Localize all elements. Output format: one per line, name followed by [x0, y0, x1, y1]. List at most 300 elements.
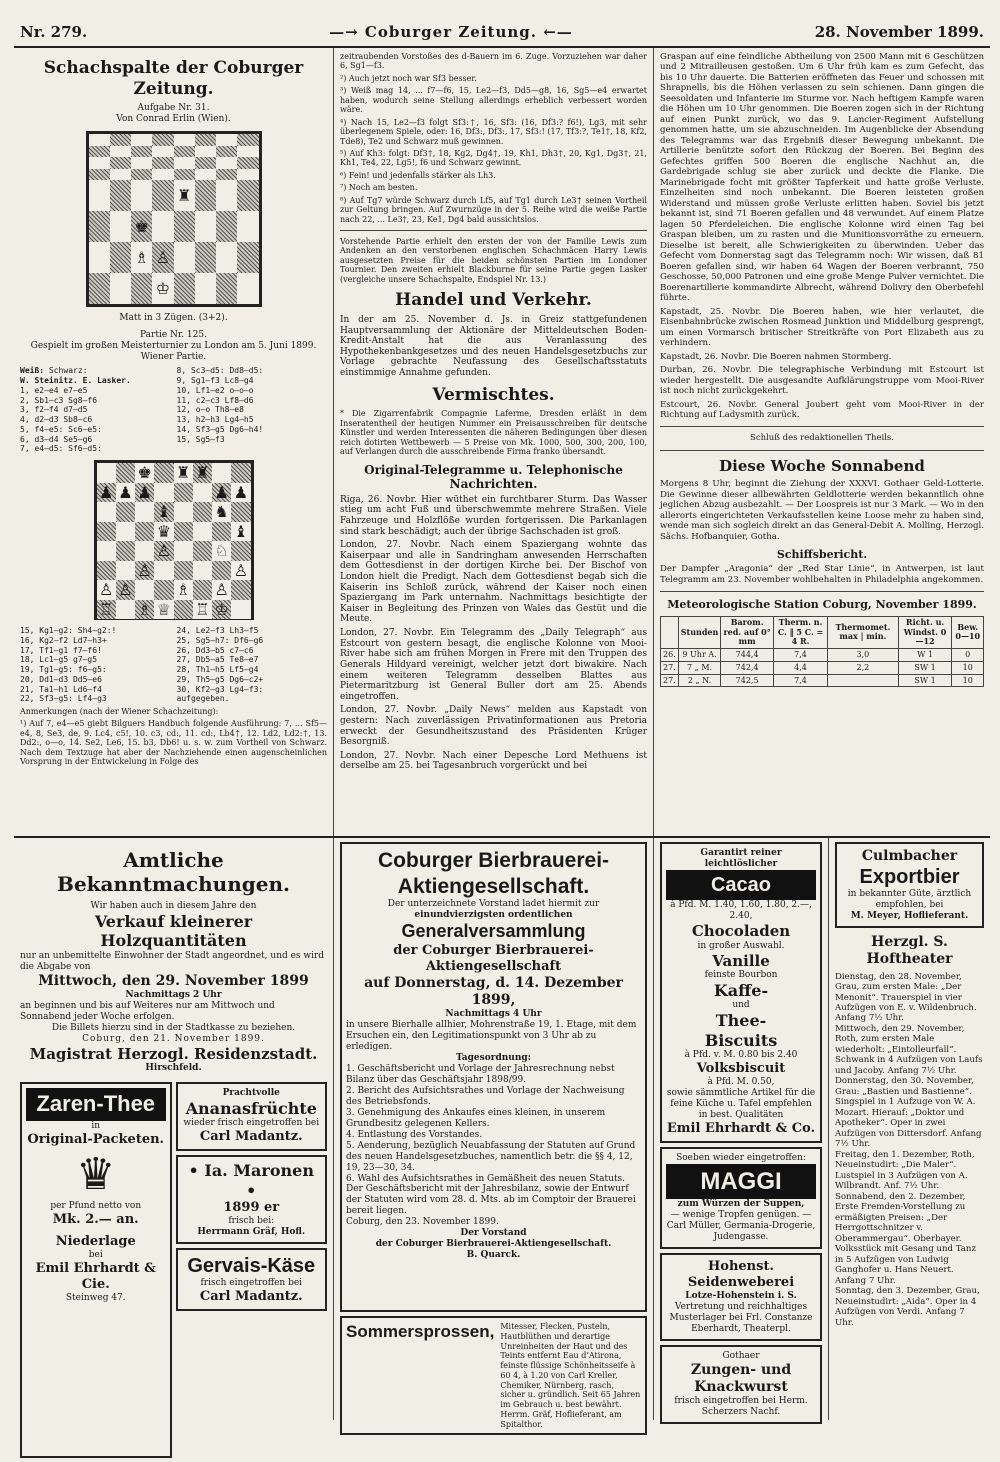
issue-date: 28. November 1899.	[814, 22, 984, 41]
crown-icon: ♛	[76, 1148, 116, 1200]
move-row: 3, f2—f4 d7—d5	[20, 405, 88, 415]
telegram-london-2: London, 27. Novbr. Ein Telegramm des „Daily Telegraph“ aus Estcourt von gestern besagt, die englische Kolonne von Mooi-River habe sich am frühen Morgen in Frere mit den Truppen des Generals Hildyard vereinigt, welcher jetzt dort biwakire. Nach einem weiteren Telegramm desselben Blattes aus Pietermaritzburg ist General Buller dort am 25. Abends eingetroffen.	[340, 628, 647, 702]
pawn-icon: ♙	[137, 560, 152, 580]
cacao-price: à Pfd. M. 1.40, 1.60, 1.80, 2.—, 2.40,	[670, 900, 812, 922]
ad-sommersprossen	[340, 1316, 647, 1435]
chess-square	[116, 502, 135, 522]
chess-square	[174, 561, 193, 581]
ananas-merchant: Carl Madantz.	[199, 1129, 303, 1145]
chess-square	[97, 600, 116, 620]
chess-square	[193, 522, 212, 542]
chess-square	[110, 211, 131, 242]
chess-square	[237, 211, 258, 242]
meteo-title: Meteorologische Station Coburg, November 1899.	[667, 598, 977, 612]
editorial-end: Schluß des redaktionellen Theils.	[750, 433, 894, 444]
theater-3: Donnerstag, den 30. November, Grau: „Bastien und Bastienne“. Singspiel in 1 Aufzuge von W. A. Mozart. Hierauf: „Doktor und Apotheker“. Oper in zwei Aufzügen von Dittersdorf. Anfang 7½ Uhr.	[835, 1076, 982, 1150]
agenda-item: 4. Entlastung des Vorstandes.	[346, 1129, 483, 1140]
ad-zaren-thee	[20, 1082, 172, 1458]
biscuits-price: à Pfd. v. M. 0.80 bis 2.40	[684, 1050, 798, 1061]
chess-square	[89, 146, 110, 157]
chess-title: Schachspalte der Coburger Zeitung.	[43, 58, 304, 99]
amtlich-line-5: Nachmittags 2 Uhr	[125, 989, 222, 1000]
chess-note-1: ¹) Auf 7, e4—e5 giebt Bilguers Handbuch folgende Ausführung: 7, ... Sf5—e4, 8, Se3, de, 9. Lc4, c5!, 10. c3, cd:, 11. cd:, Lb4†, 12. Ld2, Ld2:†, 13. Dd2:, o—o, 14. Se2, Le6, 15. b3, Db6! u. s. w. zum Vortheil von Schwarz. Nach dem Textzuge hat aber der Nachziehende einen augenscheinlichen Vorsprung in der Entwickelung in Folge des	[20, 719, 327, 767]
move-row: 22, Sf3—g5: Lf4—g3	[20, 694, 107, 704]
bishop-icon: ♗	[175, 580, 191, 600]
meteo-cell: W 1	[898, 649, 952, 662]
chess-square	[154, 541, 173, 561]
queen-icon: ♛	[156, 521, 172, 541]
chess-square	[237, 242, 258, 273]
moves-white-black-d	[177, 626, 328, 704]
maggi-merchant: Carl Müller, Germania-Drogerie, Judengasse.	[666, 1221, 816, 1243]
maronen-title: • Ia. Maronen •	[188, 1161, 314, 1200]
move-row: 14, Sf3—g5 Dg6—h4!	[176, 424, 264, 434]
ananas-pre: Prachtvolle	[222, 1087, 280, 1098]
chess-square	[212, 522, 231, 542]
chess-square	[135, 483, 154, 503]
ad-grid	[20, 1082, 327, 1462]
schiff-text: Der Dampfer „Aragonia“ der „Red Star Linie“, in Antwerpen, ist laut Telegramm am 23. November wohlbehalten in Philadelphia angekommen.	[660, 564, 984, 585]
partie-info: Gespielt im großen Meisterturnier zu London am 5. Juni 1899.	[30, 341, 317, 352]
brau-location: in unsere Bierhalle allhier, Mohrenstraße 19, 1. Etage, mit dem Ersuchen ein, den Legitimationspunkt von 3 Uhr ab zu erledigen.	[346, 1019, 637, 1052]
move-row: 8, Sc3—d5: Dd8—d5:	[176, 366, 264, 376]
export-pre: Culmbacher	[861, 848, 958, 864]
brau-title-2: Aktiengesellschaft.	[397, 874, 590, 898]
chess-square	[231, 502, 250, 522]
chess-square	[174, 242, 195, 273]
vermischtes-title: Vermischtes.	[432, 384, 555, 405]
zaren-address: Steinweg 47.	[65, 1292, 126, 1303]
chess-square	[231, 541, 250, 561]
chess-square	[216, 146, 237, 157]
cacao-pre-2: leichtlöslicher	[704, 858, 778, 869]
pawn-icon: ♙	[233, 560, 249, 580]
chess-square	[131, 180, 152, 211]
chess-square	[174, 580, 193, 600]
chess-square	[174, 273, 195, 304]
chess-square	[195, 180, 216, 211]
meteo-cell: 0	[952, 649, 984, 662]
brau-company: der Coburger Bierbrauerei-Aktiengesellschaft	[393, 943, 594, 974]
move-row: 27, Db5—a5 Te8—e7	[176, 655, 259, 665]
gervais-title: Gervais-Käse	[187, 1255, 316, 1278]
ad-seidenweberei	[660, 1253, 822, 1341]
advertisement-section	[14, 838, 990, 1429]
brau-time: Nachmittags 4 Uhr	[445, 1008, 542, 1019]
chess-square	[237, 169, 258, 180]
chess-square	[152, 180, 173, 211]
agenda-item: 6. Wahl des Aufsichtsrathes in Gemäßheit des neuen Statuts.	[346, 1173, 626, 1184]
chess-square	[131, 157, 152, 168]
chess-square	[154, 502, 173, 522]
chess-square	[193, 502, 212, 522]
telegram-london-1: London, 27. Novbr. Nach einem Spaziergang wohnte das Kaiserpaar und alle in Sandringham anwesenden Herrschaften dem Gottesdienst in der dortigen Kirche bei. Der Bischof von London hielt die Predigt. Nach dem Gottesdienst begab sich die Kaiserin ins Schloß zurück, während der Kaiser noch einen Spaziergang im Park unternahm. Nachmittags besichtigte der Kaiser in Begleitung des Prinzen von Wales das Gestüt und die Meute.	[340, 540, 647, 625]
chess-square	[216, 134, 237, 145]
export-merchant: M. Meyer, Hoflieferant.	[850, 911, 969, 922]
pawn-icon: ♟	[118, 482, 133, 502]
table-row	[661, 674, 984, 687]
chess-square	[237, 157, 258, 168]
meteo-header-cell: Bew. 0—10	[952, 616, 984, 648]
meteo-cell: 7 „ M.	[678, 661, 721, 674]
meteo-header-cell: Barom. red. auf 0° mm	[721, 616, 774, 648]
chess-square	[89, 134, 110, 145]
export-title: Exportbier	[859, 866, 960, 889]
chess-square	[154, 561, 173, 581]
rook-icon: ♖	[98, 599, 114, 619]
move-row: 4, d2—d3 Sb8—c6	[20, 415, 93, 425]
chess-note-5: ⁴) Nach 15, Le2—f3 folgt Sf3:†, 16, Sf3: (16, Df3:? f6!), Lg3, mit sehr überlegenem Spiele, oder: 16, Df3:, Df3:, 17, Sf3:! (17, Tf3:?, Te1†, 18, Kf2, Tde8), Te2 und Schwarz muß gewinnen.	[340, 117, 647, 146]
chess-square	[152, 211, 173, 242]
meteo-cell: 2 „ N.	[678, 674, 721, 687]
chess-square	[131, 134, 152, 145]
theater-4: Freitag, den 1. Dezember, Roth, Neueinstudirt: „Die Maler“. Lustspiel in 3 Aufzügen von A. Wilbrandt. Anf. 7½ Uhr.	[835, 1149, 975, 1192]
ananas-title: Ananasfrüchte	[185, 1098, 317, 1118]
chess-square	[116, 600, 135, 620]
chess-square	[135, 600, 154, 620]
chess-square	[237, 180, 258, 211]
king-icon: ♔	[155, 279, 171, 299]
rook-icon: ♜	[195, 463, 210, 483]
meteo-cell: 9 Uhr A.	[678, 649, 721, 662]
knight-icon: ♘	[214, 541, 229, 561]
chess-square	[231, 561, 250, 581]
pawn-icon: ♙	[155, 248, 171, 268]
chess-square	[174, 157, 195, 168]
pawn-icon: ♙	[98, 580, 114, 600]
chess-square	[154, 580, 173, 600]
chess-square	[231, 522, 250, 542]
meteo-cell: 27.	[661, 661, 679, 674]
chess-square	[110, 169, 131, 180]
chess-square	[89, 211, 110, 242]
pawn-icon: ♟	[233, 482, 249, 502]
moves-white-black-a	[20, 366, 171, 454]
chess-square	[193, 580, 212, 600]
ad-gervais	[176, 1248, 328, 1311]
zaren-packs: Original-Packeten.	[27, 1131, 165, 1147]
king-icon: ♚	[137, 463, 152, 483]
bishop-icon: ♗	[137, 599, 152, 619]
lotterie-text: Morgens 8 Uhr, beginnt die Ziehung der XXXVI. Gothaer Geld-Lotterie. Die Gewinne dieser allbewährten Geldlotterie werden bekanntlich ohne jeglichen Abzug ausbezahlt. — Der Loospreis ist nur 3 Mark. — Wo in den allerorts eingerichteten Verkaufsstellen keine Loose mehr zu haben sind, wende man sich sogleich direkt an das General-Debit A. Molling, Herzogl. Sächs. Hofbanquier, Gotha.	[660, 479, 984, 542]
chess-square	[154, 483, 173, 503]
chess-square	[116, 522, 135, 542]
move-row: 19, Tg1—g5: f6—g5:	[20, 665, 107, 675]
meteo-cell: 26.	[661, 649, 679, 662]
brau-title-1: Coburger Bierbrauerei-	[377, 849, 610, 872]
move-row: 26, Dd3—b5 c7—c6	[176, 645, 254, 655]
chess-square	[195, 211, 216, 242]
chess-square	[174, 211, 195, 242]
chess-square	[216, 157, 237, 168]
ad-ananas	[176, 1082, 328, 1151]
move-row: 13, h2—h3 Lg4—h5	[176, 415, 254, 425]
chess-square	[97, 580, 116, 600]
chess-square	[212, 561, 231, 581]
telegram-graspan: Graspan auf eine feindliche Abtheilung von 2500 Mann mit 6 Geschützen und 2 Mitrailleusen gestoßen. Um 6 Uhr früh kam es zum Gefecht, das bis 10 Uhr dauerte. Die Batterien eröffneten das Feuer und schossen mit Shrapnells, bis die Höhen verlassen zu sein schienen. Dann gingen die Seesoldaten und Infanterie im Sturme vor. Nach heftigem Kampfe waren die Höhen um 10 Uhr genommen. Die Boeren zogen sich in der Richtung auf einen Punkt zurück, wo das 9. Lancier-Regiment Aufstellung genommen hatte, um sie abzuschneiden. Im Augenblicke der Absendung des Telegramms war das Ergebniß dieser Bewegung unbekannt. Die Artillerie benützte sofort den Rückzug der Boeren. Bei Beginn des Gefechtes griffen 500 Boeren die englische Nachhut an, die Gardebrigade schlug sie aber zurück und deckte die Flanke. Die Marinebrigade focht mit größter Tapferkeit und hatte große Verluste. Einzelheiten sind noch unbekannt. Die Boeren leisteten großen Widerstand und müssen große Verluste erlitten haben. Soviel bis jetzt bekannt ist, sind 71 Boeren gefallen und 48 verwundet. Auf einem Platze lagen 50 Pferdeleichen. Die englische Kolonne wird einen Tag bei Graspan bleiben, um zu rasten und die Munitionsvorräthe zu erneuern. Dieselbe ist bereit, alle Schwierigkeiten zu überwinden. Ueber das Gefecht vom Donnerstag sagt das Telegramm noch: Wir wissen, daß 81 Boeren gefallen sind, wir haben 64 Wagen der Boeren verbrannt, 750 Geschosse, 50,000 Patronen und eine große Menge Pulver vernichtet. Die Boerenartillerie kommandirte Albrecht, während Dolivry den Oberbefehl führte.	[660, 52, 984, 304]
chess-square	[212, 463, 231, 483]
divider	[660, 591, 984, 592]
ad-brauerei	[340, 842, 647, 1312]
gothaer-pre: Gothaer	[722, 1350, 760, 1361]
move-row: 2, Sb1—c3 Sg8—f6	[20, 395, 98, 405]
meteo-cell	[828, 674, 898, 687]
meteo-cell: 742,4	[721, 661, 774, 674]
black-player: E. Lasker.	[82, 376, 131, 386]
chess-square	[212, 541, 231, 561]
chess-square	[97, 561, 116, 581]
move-row: 6, d3—d4 Se5—g6	[20, 434, 93, 444]
ad-exportbier	[835, 842, 984, 928]
issue-number: Nr. 279.	[20, 22, 88, 41]
chess-square	[174, 180, 195, 211]
gervais-merchant: Carl Madantz.	[199, 1289, 303, 1305]
move-row: 12, o—o Th8—e8	[176, 405, 244, 415]
handel-title: Handel und Verkehr.	[395, 290, 592, 311]
chess-square	[135, 522, 154, 542]
meteo-cell: 27.	[661, 674, 679, 687]
ad-gothaer	[660, 1345, 822, 1424]
meteo-cell: 2,2	[828, 661, 898, 674]
chess-square	[89, 169, 110, 180]
chess-square	[212, 502, 231, 522]
right-column	[654, 48, 990, 836]
chess-square	[174, 502, 193, 522]
black-label: Schwarz:	[48, 366, 88, 376]
chess-square	[89, 273, 110, 304]
chess-square	[216, 180, 237, 211]
chess-column	[14, 48, 334, 836]
chess-square	[174, 146, 195, 157]
amtlich-signature: Magistrat Herzogl. Residenzstadt.	[29, 1044, 318, 1063]
zaren-price: Mk. 2.— an.	[52, 1212, 139, 1228]
meteo-cell: 744,4	[721, 649, 774, 662]
maggi-title: MAGGI	[666, 1164, 816, 1199]
move-row: 17, Tf1—g1 f7—f6!	[20, 645, 102, 655]
brau-invite: Der unterzeichnete Vorstand ladet hiermit zur	[387, 899, 600, 910]
chess-square	[110, 180, 131, 211]
lotterie-title: Diese Woche Sonnabend	[719, 456, 925, 475]
chess-square	[97, 522, 116, 542]
move-list-2	[20, 626, 327, 704]
vanille-text: feinste Bourbon	[704, 969, 778, 980]
chess-square	[110, 157, 131, 168]
zaren-merchant: Emil Ehrhardt & Cie.	[35, 1260, 156, 1292]
chess-square	[237, 146, 258, 157]
telegram-durban: Durban, 26. Novbr. Die telegraphische Verbindung mit Estcourt ist wieder hergestellt. Die ausgesandte Aufklärungstruppe vom Mooi-River ist noch nicht zurückgekehrt.	[660, 365, 984, 397]
meteo-cell: SW 1	[898, 661, 952, 674]
move-row: 9, Sg1—f3 Lc8—g4	[176, 376, 254, 386]
chess-square	[231, 580, 250, 600]
chess-square	[152, 134, 173, 145]
move-row: 10, Lf1—e2 o—o—o	[176, 385, 254, 395]
chess-square	[152, 242, 173, 273]
move-row: 29, Th5—g5 Dg6—c2+	[176, 674, 264, 684]
chess-square	[131, 242, 152, 273]
chess-square	[97, 483, 116, 503]
amtlich-line-2: Verkauf kleinerer Holzquantitäten	[94, 911, 253, 951]
gothaer-title: Zungen- und Knackwurst	[690, 1361, 792, 1395]
move-row: 20, Dd1—d3 Dd5—e6	[20, 674, 102, 684]
move-row: 7, e4—d5: Sf6—d5:	[20, 444, 102, 454]
move-row: 16, Kg2—f2 Ld7—h3+	[20, 635, 107, 645]
agenda-item: 5. Aenderung, bezüglich Neuabfassung der Statuten auf Grund des neuen Handelsgesetzbuches, namentlich betr. die §§ 4, 12, 19, 23—30, 34.	[346, 1140, 636, 1173]
move-row: 1, e2—e4 e7—e5	[20, 385, 88, 395]
meteo-header-cell: Richt. u. Windst. 0—12	[898, 616, 952, 648]
chess-square	[135, 541, 154, 561]
zaren-in: in	[91, 1120, 101, 1131]
volksbiscuit-price: à Pfd. M. 0.50,	[707, 1077, 775, 1088]
move-row: 5, f4—e5: Sc6—e5:	[20, 424, 102, 434]
chess-square	[195, 169, 216, 180]
pawn-icon: ♙	[214, 580, 229, 600]
hohen-title: Hohenst. Seidenweberei	[687, 1258, 795, 1290]
meteo-cell: 7,4	[773, 674, 827, 687]
chess-square	[97, 541, 116, 561]
chess-square	[193, 600, 212, 620]
brau-ordinal: einundvierzigsten ordentlichen	[414, 910, 573, 921]
handel-text: In der am 25. November d. Js. in Greiz stattgefundenen Hauptversammlung der Aktionäre der Mitteldeutschen Boden-Kredit-Anstalt hat die aus Veranlassung des Hypothekenbankgesetzes und des neuen Handelsgesetzbuchs zur Vorlage gebrachte Neufassung des Gesellschaftsstatuts einstimmige Annahme gefunden.	[340, 314, 647, 378]
vermischtes-text: * Die Zigarrenfabrik Compagnie Laferme, Dresden erläßt in dem Inseratentheil der heutigen Nummer ein Preisausschreiben für deutsche Künstler und werden Interessenten die näheren Bedingungen über diesen reich dotirten Wettbewerb — 5 Preise von Mk. 1000, 500, 300, 200, 100, auf Verlangen durch die ausschreibende Firma franko übersandt.	[340, 409, 647, 457]
move-row: 11, c2—c3 Lf8—d6	[176, 395, 254, 405]
chess-square	[110, 146, 131, 157]
thee-title: Thee-	[715, 1011, 767, 1031]
newspaper-title: —→ Coburger Zeitung. ←—	[329, 22, 573, 41]
chess-square	[174, 134, 195, 145]
chess-square	[195, 146, 216, 157]
hohen-text: Vertretung und reichhaltiges Musterlager bei Frl. Constanze Eberhardt, Theaterpl.	[669, 1301, 813, 1334]
chess-square	[154, 522, 173, 542]
telegram-london-3: London, 27. Novbr. „Daily News“ melden aus Kapstadt von gestern: Nach zuverlässigen Privatinformationen aus Pretoria erweckt der Gesundheitszustand des Präsidenten Krüger Besorgniß.	[340, 705, 647, 748]
rook-icon: ♖	[195, 599, 210, 619]
chess-square	[131, 169, 152, 180]
schiff-title: Schiffsbericht.	[776, 548, 868, 562]
volksbiscuit-title: Volksbiscuit	[696, 1061, 786, 1077]
meteo-table	[660, 616, 984, 688]
agenda-item: 3. Genehmigung des Ankaufes eines kleinen, in unserem Grundbesitz gelegenen Kellers.	[346, 1107, 606, 1129]
chess-square	[97, 463, 116, 483]
chess-square	[193, 561, 212, 581]
chess-square	[89, 180, 110, 211]
amtlich-line-1: Wir haben auch in diesem Jahre den	[90, 900, 257, 911]
meteo-header-cell	[661, 616, 679, 648]
chess-square	[174, 483, 193, 503]
chess-square	[193, 463, 212, 483]
chess-square	[154, 600, 173, 620]
move-row: 21, Ta1—h1 Ld6—f4	[20, 684, 102, 694]
table-row	[661, 649, 984, 662]
bishop-icon: ♗	[134, 248, 149, 268]
white-player: W. Steinitz.	[20, 376, 78, 386]
chess-prize: Vorstehende Partie erhielt den ersten der von der Familie Lewis zum Andenken an den verstorbenen englischen Schachmäcen Harry Lewis ausgesetzten Preise für die beiden schönsten Partien im Londoner Tournier. Den zweiten erhielt Blackburne für seine Partie gegen Lasker (vergleiche unsere Schachspalte, Endspiel Nr. 13.)	[340, 237, 647, 284]
chess-square	[135, 463, 154, 483]
divider	[660, 450, 984, 451]
chess-square	[154, 463, 173, 483]
middle-column	[334, 48, 654, 836]
ad-maggi	[660, 1147, 822, 1249]
chess-square	[152, 146, 173, 157]
kaffee-title: Kaffe-	[713, 980, 769, 1000]
telegram-riga: Riga, 26. Novbr. Hier wüthet ein furchtbarer Sturm. Das Wasser stieg um acht Fuß und überschwemmte mehrere Straßen. Viele Fahrzeuge und Holzflöße wurden fortgerissen. Die Parkanlagen sind stark beschädigt; auch der übrige Sachschaden ist groß.	[340, 494, 647, 537]
moves-white-black-c	[20, 626, 171, 704]
move-row: 28, Th1—h5 Lf5—g4	[176, 665, 259, 675]
chess-square	[89, 157, 110, 168]
brauerei-column	[334, 838, 654, 1429]
chess-square	[152, 169, 173, 180]
chess-square	[131, 273, 152, 304]
cacao-column	[654, 838, 829, 1420]
brau-board-company: der Coburger Bierbrauerei-Aktiengesellschaft.	[375, 1239, 612, 1250]
sommer-text: Mitesser, Flecken, Pusteln, Hautblüthen und derartige Unreinheiten der Haut und des Teints entfernt Eau d’Atirona, feinste flüssige Schönheitsseife à 60 4, à 1.20 von Carl Kreller, Chemiker, Nürnberg, rasch, sicher u. gründlich. Seit 65 Jahren im Gebrauch u. best bewährt. Herrm. Gräf, Hoflieferant, am Spitalthor.	[500, 1322, 641, 1429]
chess-square	[216, 273, 237, 304]
theater-6: Sonntag, den 3. Dezember, Grau, Neueinstudirt: „Aida“. Oper in 4 Aufzügen von Verdi. Anfang 7 Uhr.	[835, 1286, 980, 1328]
zaren-title: Zaren-Thee	[26, 1088, 166, 1121]
maggi-use: zum Würzen der Suppen,	[677, 1199, 805, 1210]
theater-5: Sonnabend, den 2. Dezember, Erste Fremden-Vorstellung zu ermäßigten Preisen: „Der Herrgottschnitzer v. Oberammergau“. Oberbayer. Volksstück mit Gesang und Tanz in 5 Aufzügen von Ludwig Ganghofer u. Hans Neuert. Anfang 7 Uhr.	[835, 1191, 976, 1286]
meteo-cell: 7,4	[773, 649, 827, 662]
kaffee-und: und	[732, 1000, 750, 1011]
chess-square	[116, 541, 135, 561]
chess-square	[216, 211, 237, 242]
maronen-year: 1899 er	[223, 1200, 280, 1216]
brau-place-date: Coburg, den 23. November 1899.	[346, 1217, 499, 1228]
move-row: 25, Sg5—h7: Df6—g6	[176, 635, 264, 645]
meteo-header-cell: Thermomet. max | min.	[828, 616, 898, 648]
chess-partie-board	[94, 460, 254, 620]
chess-square	[212, 483, 231, 503]
chess-square	[174, 463, 193, 483]
chess-square	[135, 580, 154, 600]
brau-date: auf Donnerstag, d. 14. Dezember 1899,	[364, 974, 623, 1008]
chess-square	[212, 580, 231, 600]
chess-square	[216, 169, 237, 180]
move-row: 18, Lc1—g5 g7—g5	[20, 655, 98, 665]
telegram-london-4: London, 27. Novbr. Nach einer Depesche Lord Methuens ist derselbe am 25. bei Tagesanbruch vorgerückt und bei	[340, 750, 647, 772]
chess-square	[116, 463, 135, 483]
knight-icon: ♞	[214, 502, 229, 522]
chess-square	[237, 134, 258, 145]
chess-square	[152, 273, 173, 304]
chess-square	[174, 522, 193, 542]
chess-square	[131, 211, 152, 242]
meteo-cell: SW 1	[898, 674, 952, 687]
choc-text: in großer Auswahl.	[697, 940, 785, 951]
move-list-1	[20, 366, 327, 454]
cacao-text: sowie sämmtliche Artikel für die feine Küche u. Tafel empfehlen in best. Qualitäten	[666, 1088, 816, 1121]
chess-square	[212, 600, 231, 620]
theater-column	[829, 838, 990, 1420]
chess-square	[231, 600, 250, 620]
chess-square	[195, 273, 216, 304]
divider	[340, 230, 647, 231]
amtlich-line-3: nur an unbemittelte Einwohner der Stadt angeordnet, und es wird die Abgabe von	[20, 950, 325, 972]
pawn-icon: ♟	[214, 482, 229, 502]
amtlich-line-4: Mittwoch, den 29. November 1899	[38, 972, 309, 989]
chess-square	[110, 273, 131, 304]
telegram-estcourt: Estcourt, 26. Novbr. General Joubert geht vom Mooi-River in der Richtung auf Ladysmith zurück.	[660, 399, 984, 420]
choc-title: Chocoladen	[691, 922, 791, 941]
maggi-pre: Soeben wieder eingetroffen:	[676, 1152, 806, 1163]
chess-square	[89, 242, 110, 273]
meteo-cell: 742,5	[721, 674, 774, 687]
bishop-icon: ♝	[156, 502, 172, 522]
chess-note-4: ³) Weiß mag 14, ... f7—f6, 15, Le2—f3, Dd5—g8, 16, Sg5—e4 erwartet haben, wodurch seine Stellung allerdings erheblich verbessert worden wäre.	[340, 86, 647, 115]
chess-square	[131, 146, 152, 157]
biscuits-title: Biscuits	[704, 1030, 778, 1050]
chess-square	[216, 242, 237, 273]
move-row: 15, Kg1—g2: Sh4—g2:!	[20, 626, 117, 636]
ad-cacao	[660, 842, 822, 1143]
